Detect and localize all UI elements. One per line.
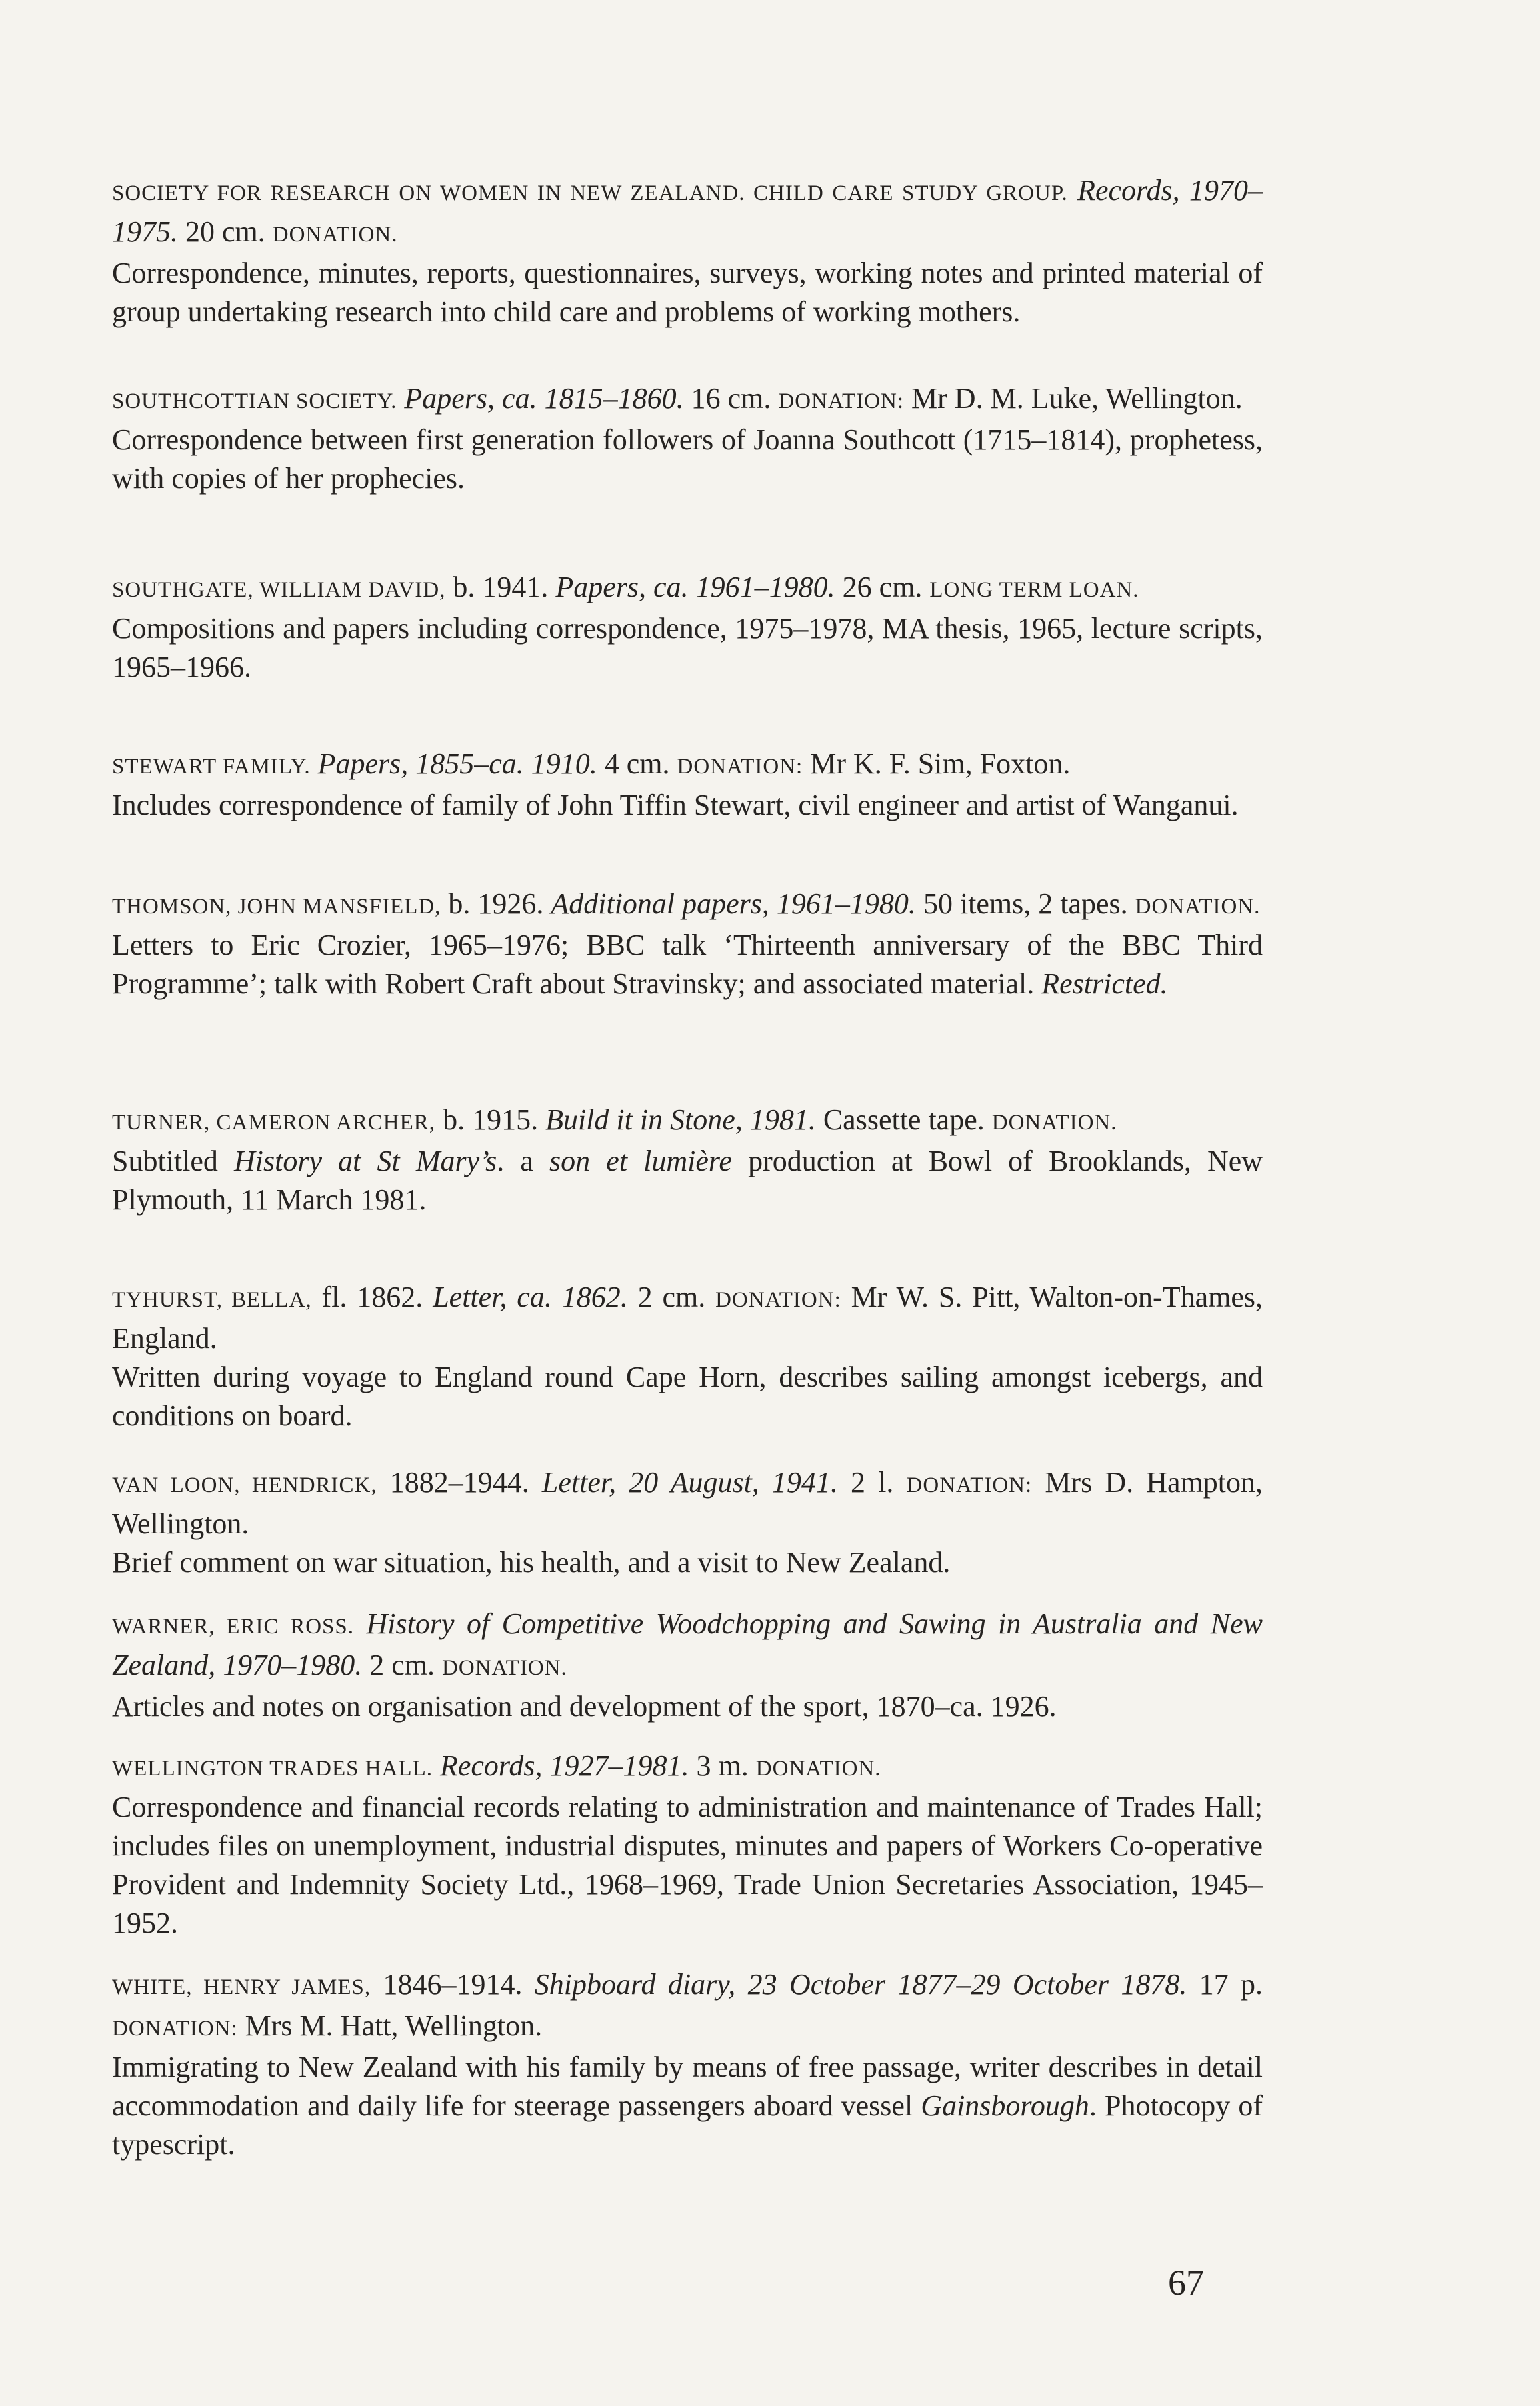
entry-title: Records, 1927–1981. — [439, 1749, 689, 1782]
entry-title: Build it in Stone, 1981. — [545, 1103, 816, 1136]
entry-title: Papers, ca. 1815–1860. — [404, 382, 684, 415]
entry-citation — [112, 745, 1263, 786]
catalogue-entry — [112, 568, 1263, 687]
description-text: Immigrating to New Zealand with his family by means of free passage, writer describes in detail accommodation and daily life for steerage passengers aboard vessel — [112, 2051, 1263, 2122]
entry-citation — [112, 568, 1263, 609]
entry-source: Mrs M. Hatt, Wellington. — [245, 2009, 543, 2042]
entry-citation — [112, 1747, 1263, 1788]
entry-dates: b. 1941. — [453, 571, 549, 603]
entry-heading: VAN LOON, HENDRICK, — [112, 1473, 377, 1497]
catalogue-entry — [112, 1965, 1263, 2164]
entry-extent: 3 m. — [696, 1749, 749, 1782]
entry-extent: 4 cm. — [604, 747, 670, 780]
entry-acquisition: DONATION. — [991, 1111, 1117, 1135]
entry-acquisition: DONATION. — [1135, 895, 1261, 919]
page-number: 67 — [1168, 2263, 1204, 2303]
entry-acquisition: DONATION: — [715, 1288, 841, 1312]
entry-description — [112, 926, 1263, 1003]
entry-acquisition: DONATION. — [442, 1656, 567, 1680]
entry-citation — [112, 379, 1263, 421]
entry-dates: 1882–1944. — [389, 1466, 529, 1499]
entry-note: Restricted. — [1041, 967, 1168, 1000]
entry-citation — [112, 885, 1263, 926]
entry-heading: TYHURST, BELLA, — [112, 1288, 312, 1312]
entry-heading: SOUTHGATE, WILLIAM DAVID, — [112, 578, 446, 602]
entry-source: Mrs D. Hampton, Wellington. — [112, 1466, 1263, 1540]
entry-dates: b. 1926. — [448, 887, 544, 920]
catalogue-entry — [112, 885, 1263, 1003]
entry-description: Written during voyage to England round Cape Horn, describes sailing amongst icebergs, and conditions on board. — [112, 1361, 1263, 1432]
catalogue-entry — [112, 1747, 1263, 1943]
entry-citation — [112, 171, 1263, 254]
entry-extent: 50 items, 2 tapes. — [923, 887, 1128, 920]
entry-acquisition: DONATION: — [778, 389, 905, 413]
entry-extent: 20 cm. — [185, 215, 265, 248]
entry-description-text: Letters to Eric Crozier, 1965–1976; BBC talk ‘Thirteenth anniversary of the BBC Third Programme’; talk with Robert Craft about Stravinsky; and associated material. — [112, 929, 1263, 1000]
entry-heading: THOMSON, JOHN MANSFIELD, — [112, 895, 441, 919]
entry-heading: WELLINGTON TRADES HALL. — [112, 1757, 433, 1781]
entry-description: Correspondence and financial records relating to administration and maintenance of Trades Hall; includes files on unemployment, industrial disputes, minutes and papers of Workers Co-operative Provident and Indemnity Society Ltd., 1968–1969, Trade Union Secretaries Association, 1945–1952. — [112, 1791, 1263, 1939]
entry-heading: SOCIETY FOR RESEARCH ON WOMEN IN NEW ZEALAND. CHILD CARE STUDY GROUP. — [112, 181, 1068, 205]
entry-citation — [112, 1278, 1263, 1358]
entry-acquisition: DONATION: — [906, 1473, 1033, 1497]
entry-description: Includes correspondence of family of John Tiffin Stewart, civil engineer and artist of Wanganui. — [112, 789, 1239, 821]
entry-title: Letter, 20 August, 1941. — [541, 1466, 838, 1499]
entry-source: Mr K. F. Sim, Foxton. — [810, 747, 1071, 780]
entry-acquisition: LONG TERM LOAN. — [929, 578, 1139, 602]
entry-title: Additional papers, 1961–1980. — [551, 887, 916, 920]
entry-description: Correspondence, minutes, reports, questionnaires, surveys, working notes and printed material of group undertaking research into child care and problems of working mothers. — [112, 257, 1263, 328]
catalogue-entry — [112, 379, 1263, 498]
entry-extent: 2 cm. — [637, 1281, 706, 1313]
entry-description — [112, 1142, 1263, 1219]
entry-heading: TURNER, CAMERON ARCHER, — [112, 1111, 436, 1135]
entry-description: Compositions and papers including correspondence, 1975–1978, MA thesis, 1965, lecture scripts, 1965–1966. — [112, 612, 1263, 683]
entry-citation — [112, 1463, 1263, 1543]
entry-heading: WHITE, HENRY JAMES, — [112, 1975, 371, 1999]
entry-description: Correspondence between first generation followers of Joanna Southcott (1715–1814), prophetess, with copies of her prophecies. — [112, 423, 1263, 495]
entry-heading: SOUTHCOTTIAN SOCIETY. — [112, 389, 397, 413]
entry-extent: 26 cm. — [842, 571, 923, 603]
entry-acquisition: DONATION. — [755, 1757, 881, 1781]
catalogue-entry — [112, 1101, 1263, 1219]
entry-description — [112, 2048, 1263, 2164]
description-text: . Photocopy of typescript. — [112, 2089, 1263, 2161]
entry-description: Articles and notes on organisation and development of the sport, 1870–ca. 1926. — [112, 1690, 1057, 1723]
entry-title: Letter, ca. 1862. — [433, 1281, 628, 1313]
entry-acquisition: DONATION: — [677, 755, 803, 779]
entry-title: Papers, ca. 1961–1980. — [555, 571, 835, 603]
entry-dates: fl. 1862. — [321, 1281, 423, 1313]
description-italic: Gainsborough — [921, 2089, 1089, 2122]
catalogue-entry — [112, 171, 1263, 331]
entry-acquisition: DONATION. — [272, 223, 398, 247]
description-text: production at Bowl of Brooklands, New Plymouth, 11 March 1981. — [112, 1145, 1263, 1216]
entry-description: Brief comment on war situation, his health, and a visit to New Zealand. — [112, 1546, 951, 1579]
catalogue-entry — [112, 745, 1263, 825]
description-text: Subtitled — [112, 1145, 235, 1177]
entry-citation — [112, 1101, 1263, 1142]
description-italic: History at St Mary’s — [234, 1145, 497, 1177]
description-italic: son et lumière — [549, 1145, 732, 1177]
entry-citation — [112, 1605, 1263, 1687]
entry-title: History of Competitive Woodchopping and Sawing in Australia and New Zealand, 1970–1980. — [112, 1607, 1263, 1681]
description-text: . a — [497, 1145, 550, 1177]
entry-title: Papers, 1855–ca. 1910. — [317, 747, 597, 780]
entry-acquisition: DONATION: — [112, 2017, 238, 2041]
entry-dates: 1846–1914. — [383, 1968, 523, 2001]
entry-extent: Cassette tape. — [823, 1103, 985, 1136]
entry-dates: b. 1915. — [443, 1103, 539, 1136]
entry-citation — [112, 1965, 1263, 2048]
entry-extent: 2 l. — [851, 1466, 894, 1499]
entry-extent: 2 cm. — [369, 1649, 435, 1681]
entry-source: Mr D. M. Luke, Wellington. — [911, 382, 1243, 415]
catalogue-entry — [112, 1463, 1263, 1582]
entry-heading: WARNER, ERIC ROSS. — [112, 1615, 354, 1639]
entry-source: Mr W. S. Pitt, Walton-on-Thames, England. — [112, 1281, 1263, 1355]
entry-title: Shipboard diary, 23 October 1877–29 October 1878. — [534, 1968, 1187, 2001]
entry-title: Records, 1970–1975. — [112, 174, 1263, 248]
entry-heading: STEWART FAMILY. — [112, 755, 311, 779]
catalogue-entry — [112, 1605, 1263, 1726]
entry-extent: 17 p. — [1199, 1968, 1263, 2001]
catalogue-entry — [112, 1278, 1263, 1435]
entry-extent: 16 cm. — [691, 382, 771, 415]
